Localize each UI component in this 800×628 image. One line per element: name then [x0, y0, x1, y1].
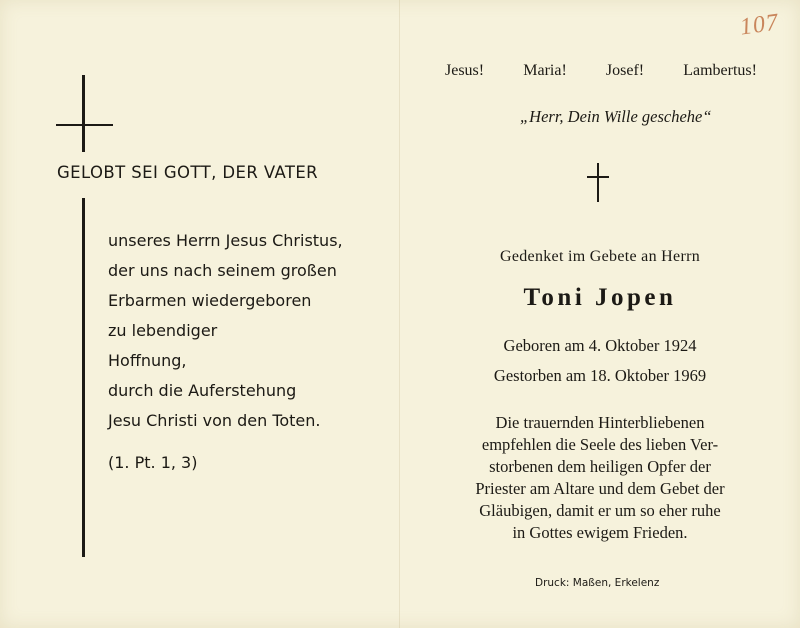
closing-line: Gläubigen, damit er um so eher ruhe [479, 501, 721, 520]
verse-line: unseres Herrn Jesus Christus, [108, 231, 343, 250]
verse-line: Jesu Christi von den Toten. [108, 411, 321, 430]
closing-line: empfehlen die Seele des lieben Ver- [481, 435, 719, 454]
verse-line: Erbarmen wiedergeboren [108, 291, 312, 310]
left-heading: GELOBT SEI GOTT, DER VATER [57, 163, 319, 182]
birth-date: Geboren am 4. Oktober 1924 [503, 336, 697, 355]
closing-line: in Gottes ewigem Frieden. [512, 523, 688, 542]
closing-text [420, 412, 780, 544]
verse-line: durch die Auferstehung [108, 381, 297, 400]
left-vertical-rule [82, 198, 85, 557]
invocation-word: Jesus! [445, 62, 485, 79]
invocation [445, 62, 757, 80]
verse-line: zu lebendiger [108, 321, 218, 340]
invocation-word: Josef! [605, 62, 645, 79]
verse-line: Hoffnung, [108, 351, 187, 370]
closing-line: Die trauernden Hinterbliebenen [495, 413, 705, 432]
deceased-name: Toni Jopen [523, 284, 677, 311]
bible-verse [108, 226, 343, 478]
closing-line: storbenen dem heiligen Opfer der [489, 457, 711, 476]
page-number: 107 [738, 9, 781, 41]
center-fold [399, 0, 400, 628]
closing-line: Priester am Altare und dem Gebet der [475, 479, 725, 498]
motto: „Herr, Dein Wille geschehe“ [520, 107, 712, 126]
verse-line: der uns nach seinem großen [108, 261, 337, 280]
verse-reference: (1. Pt. 1, 3) [108, 453, 198, 472]
invocation-word: Lambertus! [683, 62, 757, 79]
invocation-word: Maria! [523, 62, 567, 79]
printer-credit: Druck: Maßen, Erkelenz [535, 577, 660, 589]
death-date: Gestorben am 18. Oktober 1969 [493, 366, 707, 385]
remember-line: Gedenket im Gebete an Herrn [499, 248, 700, 265]
